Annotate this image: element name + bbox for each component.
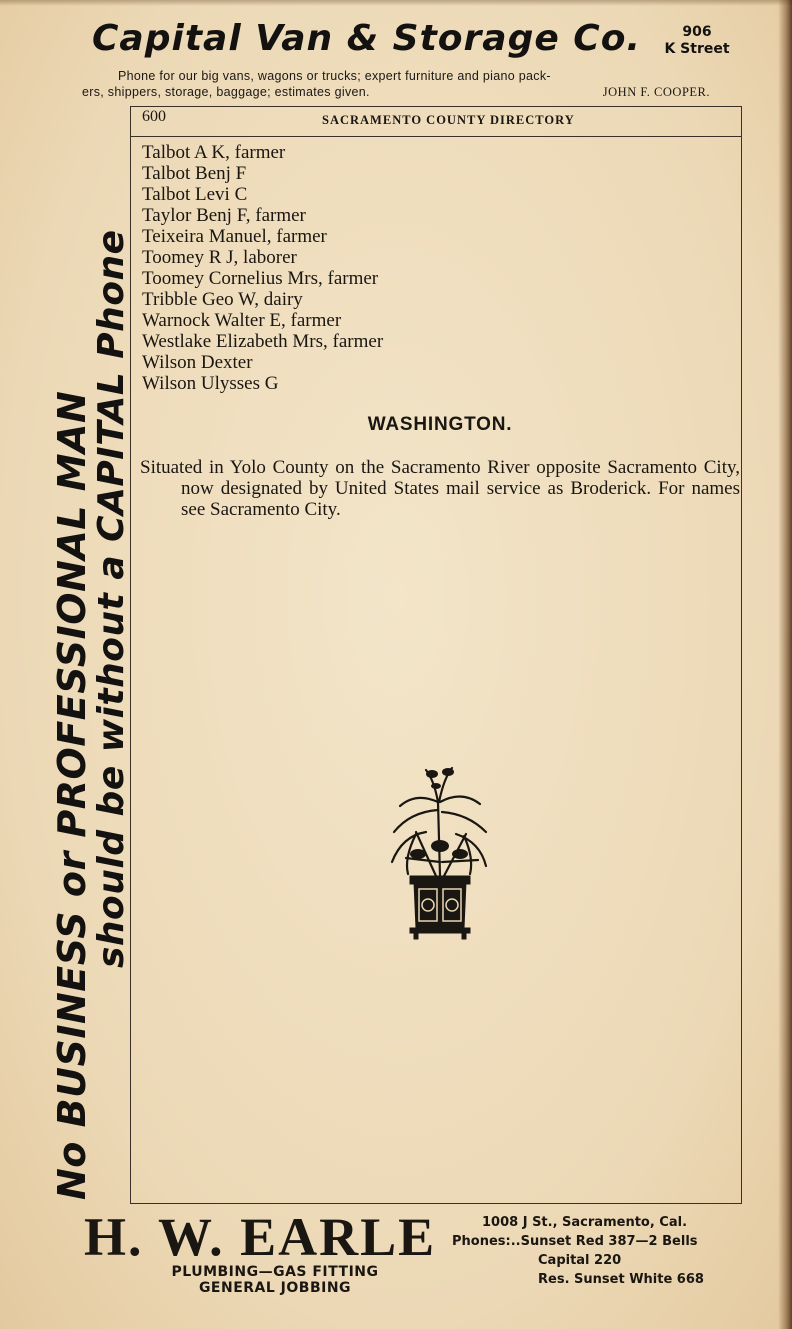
footer-ad-address: 1008 J St., Sacramento, Cal. bbox=[482, 1215, 688, 1230]
directory-entry: Talbot A K, farmer bbox=[142, 142, 286, 163]
running-head bbox=[130, 106, 742, 137]
directory-entry: Teixeira Manuel, farmer bbox=[142, 226, 327, 247]
header-ad-address bbox=[652, 24, 742, 58]
directory-entry: Westlake Elizabeth Mrs, farmer bbox=[142, 331, 384, 352]
directory-title: SACRAMENTO COUNTY DIRECTORY bbox=[322, 113, 575, 127]
header-ad-tagline bbox=[82, 68, 738, 100]
directory-entry: Talbot Levi C bbox=[142, 184, 248, 205]
header-ad-tagline-line1: Phone for our big vans, wagons or trucks; expert furniture and piano pack- bbox=[118, 69, 551, 83]
directory-entry: Toomey R J, laborer bbox=[142, 247, 297, 268]
footer-ad-phones: Phones:..Sunset Red 387—2 Bells bbox=[452, 1234, 698, 1249]
section-heading: WASHINGTON. bbox=[367, 414, 513, 435]
side-ad bbox=[52, 110, 132, 1200]
directory-entry: Wilson Ulysses G bbox=[142, 373, 279, 394]
footer-ad-services-line1: PLUMBING—GAS FITTING bbox=[171, 1264, 379, 1280]
directory-entry: Talbot Benj F bbox=[142, 163, 247, 184]
side-ad-line1: No BUSINESS or PROFESSIONAL MAN bbox=[50, 390, 94, 1200]
page-top-shadow bbox=[0, 0, 792, 6]
footer-ad-services bbox=[120, 1264, 430, 1296]
header-ad-company: Capital Van & Storage Co. bbox=[92, 18, 642, 59]
footer-ad-name: H. W. EARLE bbox=[84, 1207, 437, 1267]
side-ad-line2: should be without a CAPITAL Phone bbox=[91, 229, 132, 968]
page-binding-edge bbox=[778, 0, 792, 1329]
page-number: 600 bbox=[142, 108, 166, 125]
header-ad-proprietor: JOHN F. COOPER. bbox=[602, 85, 710, 99]
directory-entry: Taylor Benj F, farmer bbox=[142, 205, 306, 226]
directory-entry: Toomey Cornelius Mrs, farmer bbox=[142, 268, 379, 289]
footer-ad-contact bbox=[452, 1213, 742, 1289]
section-note: Situated in Yolo County on the Sacramento River opposite Sacramento City, now designated by United States mail service as Broderick. For names see Sacramento City. bbox=[140, 457, 740, 520]
header-ad-address-number: 906 bbox=[682, 24, 712, 40]
footer-ad-phone-res: Res. Sunset White 668 bbox=[538, 1272, 704, 1287]
footer-ad-phone-capital: Capital 220 bbox=[538, 1253, 622, 1268]
directory-entry: Tribble Geo W, dairy bbox=[142, 289, 303, 310]
directory-entries bbox=[142, 142, 383, 394]
directory-entry: Wilson Dexter bbox=[142, 352, 253, 373]
header-ad-address-street: K Street bbox=[664, 41, 730, 57]
potted-plant-icon bbox=[386, 762, 492, 940]
directory-entry: Warnock Walter E, farmer bbox=[142, 310, 342, 331]
footer-ad-services-line2: GENERAL JOBBING bbox=[198, 1280, 352, 1296]
header-ad-tagline-line2: ers, shippers, storage, baggage; estimates given. bbox=[82, 85, 370, 99]
